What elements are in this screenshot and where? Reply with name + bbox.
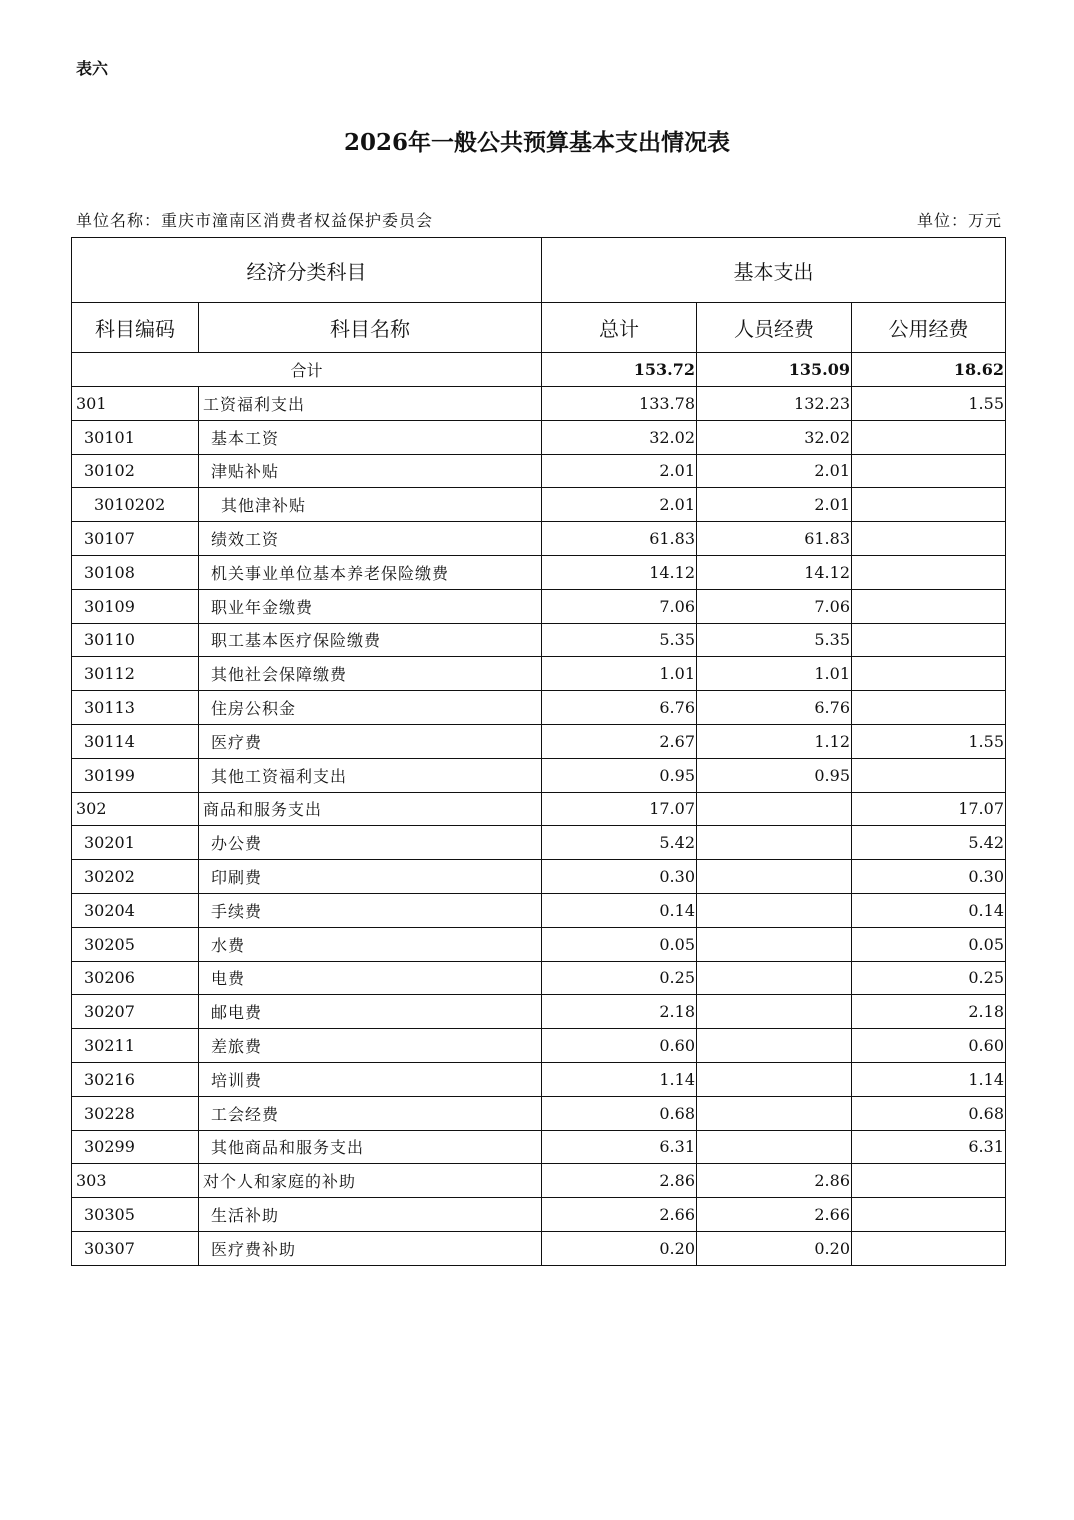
row-total: 1.01 (542, 657, 697, 691)
table-row (72, 961, 1006, 995)
row-personnel: 132.23 (697, 387, 852, 421)
row-name: 印刷费 (199, 860, 542, 894)
row-total: 2.86 (542, 1164, 697, 1198)
table-row (72, 860, 1006, 894)
row-total: 0.05 (542, 927, 697, 961)
row-code: 30228 (72, 1096, 199, 1130)
row-personnel (697, 1062, 852, 1096)
row-total: 6.76 (542, 691, 697, 725)
table-row (72, 420, 1006, 454)
table-row (72, 589, 1006, 623)
row-public (852, 454, 1006, 488)
row-code: 30109 (72, 589, 199, 623)
row-personnel: 14.12 (697, 555, 852, 589)
row-personnel: 0.20 (697, 1231, 852, 1265)
row-total: 0.25 (542, 961, 697, 995)
row-name: 津贴补贴 (199, 454, 542, 488)
unit-name: 单位名称：重庆市潼南区消费者权益保护委员会 (76, 211, 434, 230)
row-personnel (697, 893, 852, 927)
row-name: 其他社会保障缴费 (199, 657, 542, 691)
row-name: 电费 (199, 961, 542, 995)
row-public: 1.14 (852, 1062, 1006, 1096)
row-total: 2.01 (542, 454, 697, 488)
row-public (852, 657, 1006, 691)
header-economic-category: 经济分类科目 (72, 238, 542, 303)
row-public (852, 758, 1006, 792)
row-public: 1.55 (852, 387, 1006, 421)
table-row (72, 995, 1006, 1029)
row-personnel: 2.86 (697, 1164, 852, 1198)
header-public: 公用经费 (852, 303, 1006, 353)
row-code: 30307 (72, 1231, 199, 1265)
row-name: 办公费 (199, 826, 542, 860)
row-name: 对个人和家庭的补助 (199, 1164, 542, 1198)
header-total: 总计 (542, 303, 697, 353)
table-row (72, 1062, 1006, 1096)
row-public (852, 691, 1006, 725)
row-name: 其他工资福利支出 (199, 758, 542, 792)
row-code: 3010202 (72, 488, 199, 522)
row-public (852, 623, 1006, 657)
row-public: 1.55 (852, 724, 1006, 758)
row-name: 其他津补贴 (199, 488, 542, 522)
table-row (72, 792, 1006, 826)
row-public: 0.05 (852, 927, 1006, 961)
row-total: 1.14 (542, 1062, 697, 1096)
row-personnel (697, 1029, 852, 1063)
row-personnel: 1.12 (697, 724, 852, 758)
row-code: 30101 (72, 420, 199, 454)
table-row (72, 758, 1006, 792)
row-name: 基本工资 (199, 420, 542, 454)
row-name: 绩效工资 (199, 522, 542, 556)
row-public: 0.30 (852, 860, 1006, 894)
row-name: 医疗费 (199, 724, 542, 758)
row-total: 17.07 (542, 792, 697, 826)
row-name: 水费 (199, 927, 542, 961)
row-public: 0.14 (852, 893, 1006, 927)
row-total: 2.66 (542, 1198, 697, 1232)
row-code: 30216 (72, 1062, 199, 1096)
page-title: 2026年一般公共预算基本支出情况表 (343, 129, 730, 156)
currency-unit: 单位：万元 (916, 211, 1002, 230)
row-public: 2.18 (852, 995, 1006, 1029)
header-name: 科目名称 (199, 303, 542, 353)
table-row (72, 1096, 1006, 1130)
total-personnel: 135.09 (697, 353, 852, 387)
table-row (72, 1164, 1006, 1198)
row-total: 0.20 (542, 1231, 697, 1265)
row-personnel: 2.01 (697, 488, 852, 522)
row-total: 32.02 (542, 420, 697, 454)
table-row (72, 826, 1006, 860)
row-name: 工资福利支出 (199, 387, 542, 421)
row-total: 0.60 (542, 1029, 697, 1063)
row-public (852, 589, 1006, 623)
table-row (72, 1130, 1006, 1164)
row-personnel (697, 995, 852, 1029)
total-row (72, 353, 1006, 387)
row-public: 0.60 (852, 1029, 1006, 1063)
row-personnel (697, 1130, 852, 1164)
row-code: 30102 (72, 454, 199, 488)
table-row (72, 893, 1006, 927)
row-personnel: 7.06 (697, 589, 852, 623)
row-total: 61.83 (542, 522, 697, 556)
row-total: 2.01 (542, 488, 697, 522)
row-name: 住房公积金 (199, 691, 542, 725)
row-code: 30112 (72, 657, 199, 691)
budget-table (71, 237, 1006, 1266)
row-code: 303 (72, 1164, 199, 1198)
row-personnel (697, 927, 852, 961)
row-code: 30305 (72, 1198, 199, 1232)
row-name: 培训费 (199, 1062, 542, 1096)
table-row (72, 927, 1006, 961)
row-personnel (697, 860, 852, 894)
row-code: 30206 (72, 961, 199, 995)
row-code: 30199 (72, 758, 199, 792)
row-personnel: 0.95 (697, 758, 852, 792)
row-name: 机关事业单位基本养老保险缴费 (199, 555, 542, 589)
row-code: 30299 (72, 1130, 199, 1164)
row-public: 0.68 (852, 1096, 1006, 1130)
row-total: 2.67 (542, 724, 697, 758)
total-label: 合计 (72, 353, 542, 387)
row-public (852, 522, 1006, 556)
table-row (72, 522, 1006, 556)
row-code: 30110 (72, 623, 199, 657)
row-personnel: 2.01 (697, 454, 852, 488)
row-personnel: 6.76 (697, 691, 852, 725)
row-public (852, 1164, 1006, 1198)
row-public (852, 420, 1006, 454)
row-name: 邮电费 (199, 995, 542, 1029)
row-code: 30108 (72, 555, 199, 589)
row-name: 职工基本医疗保险缴费 (199, 623, 542, 657)
row-total: 14.12 (542, 555, 697, 589)
row-name: 其他商品和服务支出 (199, 1130, 542, 1164)
row-public (852, 1198, 1006, 1232)
header-code: 科目编码 (72, 303, 199, 353)
table-row (72, 1029, 1006, 1063)
row-name: 手续费 (199, 893, 542, 927)
row-total: 0.68 (542, 1096, 697, 1130)
row-personnel (697, 826, 852, 860)
header-personnel: 人员经费 (697, 303, 852, 353)
table-row (72, 488, 1006, 522)
row-total: 0.14 (542, 893, 697, 927)
row-public: 5.42 (852, 826, 1006, 860)
row-personnel: 2.66 (697, 1198, 852, 1232)
table-row (72, 724, 1006, 758)
total-public: 18.62 (852, 353, 1006, 387)
row-code: 30107 (72, 522, 199, 556)
row-public (852, 1231, 1006, 1265)
row-public: 0.25 (852, 961, 1006, 995)
row-total: 0.95 (542, 758, 697, 792)
row-personnel: 32.02 (697, 420, 852, 454)
table-number: 表六 (76, 59, 109, 78)
row-personnel: 1.01 (697, 657, 852, 691)
header-basic-expenditure: 基本支出 (542, 238, 1006, 303)
row-code: 301 (72, 387, 199, 421)
row-personnel (697, 792, 852, 826)
row-code: 30211 (72, 1029, 199, 1063)
row-name: 工会经费 (199, 1096, 542, 1130)
row-name: 商品和服务支出 (199, 792, 542, 826)
row-total: 5.42 (542, 826, 697, 860)
table-row (72, 555, 1006, 589)
row-code: 302 (72, 792, 199, 826)
row-personnel: 5.35 (697, 623, 852, 657)
row-public: 6.31 (852, 1130, 1006, 1164)
row-name: 生活补助 (199, 1198, 542, 1232)
row-personnel (697, 1096, 852, 1130)
row-code: 30204 (72, 893, 199, 927)
row-public: 17.07 (852, 792, 1006, 826)
table-row (72, 387, 1006, 421)
row-total: 133.78 (542, 387, 697, 421)
row-name: 医疗费补助 (199, 1231, 542, 1265)
table-row (72, 1231, 1006, 1265)
row-total: 0.30 (542, 860, 697, 894)
table-row (72, 691, 1006, 725)
total-sum: 153.72 (542, 353, 697, 387)
row-personnel: 61.83 (697, 522, 852, 556)
row-code: 30113 (72, 691, 199, 725)
row-total: 5.35 (542, 623, 697, 657)
row-code: 30201 (72, 826, 199, 860)
row-code: 30202 (72, 860, 199, 894)
row-public (852, 555, 1006, 589)
table-row (72, 623, 1006, 657)
row-code: 30114 (72, 724, 199, 758)
table-row (72, 454, 1006, 488)
row-code: 30207 (72, 995, 199, 1029)
row-total: 2.18 (542, 995, 697, 1029)
row-total: 6.31 (542, 1130, 697, 1164)
row-code: 30205 (72, 927, 199, 961)
row-public (852, 488, 1006, 522)
row-personnel (697, 961, 852, 995)
table-row (72, 1198, 1006, 1232)
row-name: 差旅费 (199, 1029, 542, 1063)
table-row (72, 657, 1006, 691)
row-total: 7.06 (542, 589, 697, 623)
row-name: 职业年金缴费 (199, 589, 542, 623)
